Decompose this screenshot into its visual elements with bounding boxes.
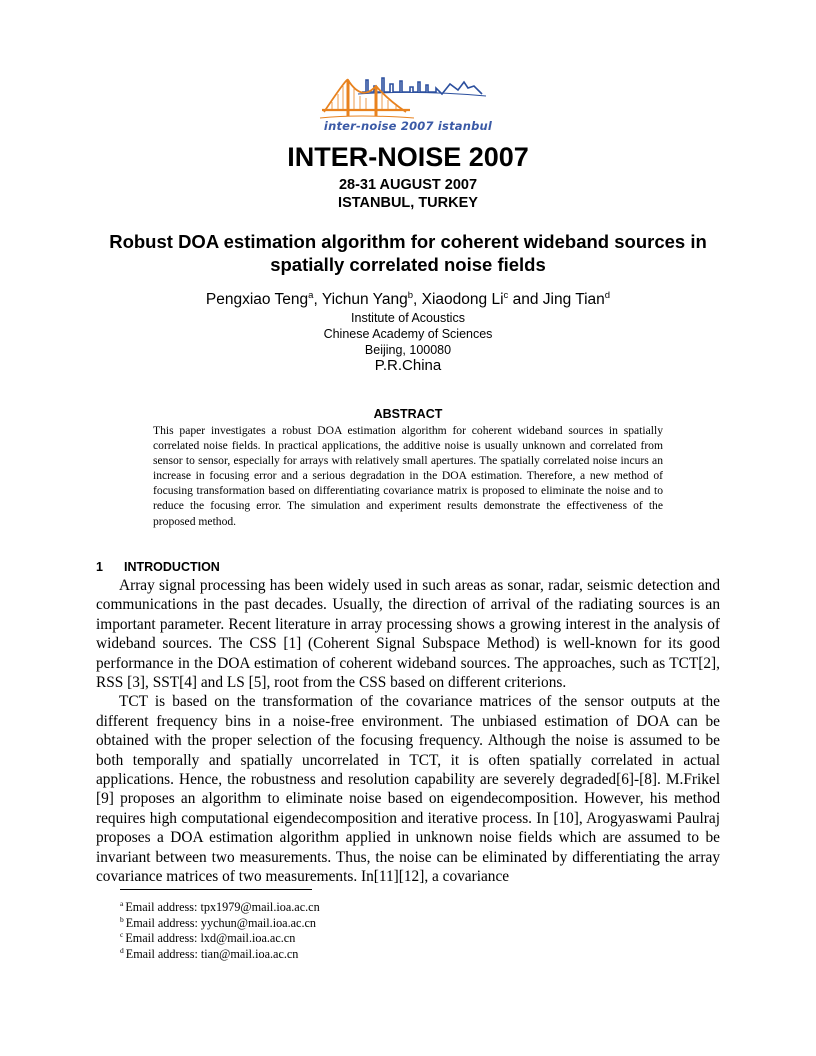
author-name: Yichun Yang bbox=[321, 291, 408, 308]
author-name: Xiaodong Li bbox=[421, 291, 504, 308]
footnote bbox=[120, 916, 520, 932]
footnote bbox=[120, 947, 520, 963]
paper-title: Robust DOA estimation algorithm for coherent wideband sources in spatially correlated noise fields bbox=[109, 231, 707, 275]
conference-place: ISTANBUL, TURKEY bbox=[338, 195, 478, 211]
footnote-mark: b bbox=[120, 914, 124, 924]
affiliation-city: Beijing, 100080 bbox=[364, 343, 452, 357]
conference-date: 28-31 AUGUST 2007 bbox=[338, 177, 478, 193]
section-number: 1 bbox=[96, 560, 103, 574]
section-body bbox=[96, 576, 720, 887]
footnote-divider bbox=[120, 889, 312, 890]
author-separator: , bbox=[413, 291, 422, 308]
section-heading bbox=[96, 560, 496, 575]
author-mark: d bbox=[604, 290, 611, 301]
author-name: Jing Tian bbox=[542, 291, 605, 308]
footnote-mark: d bbox=[120, 946, 124, 956]
logo-text: inter-noise 2007 istanbul bbox=[323, 119, 493, 133]
author-separator: , bbox=[313, 291, 322, 308]
bridge-skyline-icon bbox=[318, 72, 498, 122]
footnote-email: Email address: tian@mail.ioa.ac.cn bbox=[125, 947, 299, 962]
author-mark: a bbox=[308, 290, 314, 301]
conference-logo bbox=[318, 72, 498, 136]
footnotes bbox=[120, 900, 520, 963]
author-name: Pengxiao Teng bbox=[205, 291, 309, 308]
affiliation-academy: Chinese Academy of Sciences bbox=[323, 327, 493, 341]
body-paragraph: Array signal processing has been widely used in such areas as sonar, radar, seismic detection and communications in the past decades. Usually, the direction of arrival of the radiating sources is an important parameter. Recent literature in array processing shows a growing interest in the analysis of wideband sources. The CSS [1] (Coherent Signal Subspace Method) is well-known for its good performance in the DOA estimation of coherent wideband sources. The approaches, such as TCT[2], RSS [3], SST[4] and LS [5], root from the CSS based on different criterions. bbox=[96, 577, 720, 692]
author-separator: and bbox=[508, 291, 543, 308]
body-paragraph: TCT is based on the transformation of the covariance matrices of the sensor outputs at the different frequency bins in a noise-free environment. The unbiased estimation of DOA can be obtained with the proper selection of the focusing frequency. Although the noise is assumed to be both temporally and spatially uncorrelated in TCT, it is often spatially correlated in actual applications. Hence, the robustness and resolution capability are severely degraded[6]-[8]. M.Frikel [9] proposes an algorithm to eliminate noise based on eigendecomposition. However, his method requires high computational eigendecomposition and iterative process. In [10], Arogyaswami Paulraj proposes a DOA estimation algorithm applied in unknown noise fields which are assumed to be invariant between two measurements. Thus, the noise can be eliminated by differentiating the array covariance matrices of two measurements. In[11][12], a covariance bbox=[96, 693, 720, 886]
author-mark: b bbox=[407, 290, 414, 301]
footnote-mark: a bbox=[120, 899, 124, 908]
conference-title: INTER-NOISE 2007 bbox=[287, 142, 529, 172]
section-title: INTRODUCTION bbox=[124, 560, 220, 574]
footnote-email: Email address: lxd@mail.ioa.ac.cn bbox=[125, 931, 296, 946]
author-mark: c bbox=[503, 290, 509, 301]
abstract-heading: ABSTRACT bbox=[373, 407, 443, 421]
footnote bbox=[120, 900, 520, 916]
footnote bbox=[120, 931, 520, 947]
affiliation-country: P.R.China bbox=[374, 357, 442, 374]
affiliation-institute: Institute of Acoustics bbox=[351, 311, 465, 325]
footnote-email: Email address: yychun@mail.ioa.ac.cn bbox=[125, 915, 317, 930]
footnote-mark: c bbox=[120, 930, 124, 940]
author-list bbox=[0, 290, 816, 310]
abstract-text: This paper investigates a robust DOA estimation algorithm for coherent wideband sources in spatially correlated noise fields. In practical applications, the additive noise is usually unknown and correlated from sensor to sensor, especially for arrays with relatively small apertures. The spatially correlated noise incurs an increase in focusing error and a serious degradation in the DOA estimation. Therefore, a new method of focusing transformation based on differentiating covariance matrix is proposed to eliminate the noise and to reduce the focusing error. The simulation and experiment results demonstrate the effectiveness of the proposed method. bbox=[153, 424, 663, 528]
footnote-email: Email address: tpx1979@mail.ioa.ac.cn bbox=[125, 900, 320, 914]
